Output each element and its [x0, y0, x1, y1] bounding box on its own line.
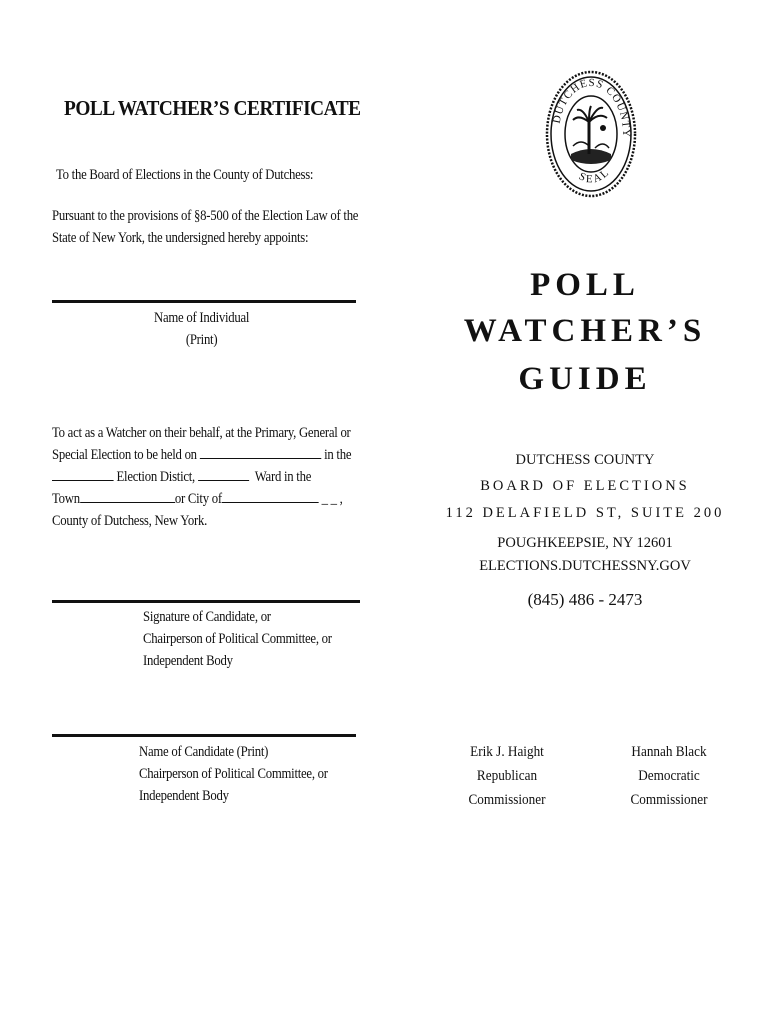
watcher-line-3a: Election Distict, [116, 469, 195, 485]
seal-icon [545, 70, 637, 198]
watcher-paragraph [52, 422, 351, 532]
watcher-line-4b: or City of [174, 491, 222, 507]
name-label-line-1: Name of Individual [154, 310, 250, 326]
watcher-line-4c: _ _ , [321, 491, 343, 507]
candidate-label-line-3: Independent Body [139, 788, 229, 804]
county-seal [545, 70, 637, 198]
guide-title-line-2: GUIDE [518, 361, 652, 397]
commissioner-name: Erik J. Haight [470, 744, 544, 760]
ward-blank [198, 468, 249, 481]
website: ELECTIONS.DUTCHESSNY.GOV [479, 558, 691, 574]
name-signature-line [52, 300, 356, 303]
commissioner-democratic [621, 740, 718, 812]
watcher-line-2a: Special Election to be held on [52, 447, 197, 463]
name-label [52, 307, 351, 351]
candidate-label-line-2: Chairperson of Political Committee, or [139, 766, 328, 782]
watcher-line-4a: Town [52, 491, 80, 507]
candidate-label [139, 741, 328, 807]
svg-text:SEAL [577, 166, 612, 185]
commissioner-name: Hannah Black [631, 744, 707, 760]
signature-label-line-1: Signature of Candidate, or [143, 609, 271, 625]
certificate-title: POLL WATCHER’S CERTIFICATE [64, 96, 361, 120]
seal-text-bottom: SEAL [577, 165, 613, 186]
org-line-1: DUTCHESS COUNTY [515, 452, 655, 468]
commissioner-party: Republican [476, 768, 538, 784]
watcher-line-3b: Ward in the [254, 469, 312, 485]
watcher-line-4 [52, 488, 351, 510]
guide-title-line-1: POLL WATCHER’S [463, 267, 707, 349]
watcher-line-5: County of Dutchess, New York. [52, 513, 208, 529]
commissioner-republican [459, 740, 556, 812]
signature-label-line-3: Independent Body [143, 653, 233, 669]
candidate-name-line [52, 734, 356, 737]
salutation: To the Board of Elections in the County of Dutchess: [56, 167, 314, 183]
commissioner-title: Commissioner [468, 792, 546, 808]
commissioner-title: Commissioner [630, 792, 708, 808]
org-line-2: BOARD OF ELECTIONS [480, 478, 690, 494]
town-blank [80, 490, 175, 503]
candidate-label-line-1: Name of Candidate (Print) [139, 744, 269, 760]
city: POUGHKEEPSIE, NY 12601 [497, 535, 673, 551]
name-label-line-2: (Print) [185, 332, 218, 348]
pursuant-line-1: Pursuant to the provisions of §8-500 of the Election Law of the [52, 208, 359, 224]
seal-text-top: DUTCHESS COUNTY [550, 76, 633, 139]
city-blank [222, 490, 319, 503]
district-blank [52, 468, 114, 481]
election-date-blank [200, 446, 321, 459]
watcher-line-3 [52, 466, 351, 488]
candidate-signature-line [52, 600, 360, 603]
watcher-line-1: To act as a Watcher on their behalf, at the Primary, General or [52, 425, 351, 441]
pursuant-line-2: State of New York, the undersigned hereby appoints: [52, 230, 309, 246]
signature-label-line-2: Chairperson of Political Committee, or [143, 631, 332, 647]
guide-title [430, 262, 740, 402]
signature-label [143, 606, 332, 672]
address: 112 DELAFIELD ST, SUITE 200 [445, 505, 725, 521]
watcher-line-2b: in the [324, 447, 352, 463]
phone: (845) 486 - 2473 [527, 590, 643, 609]
commissioner-party: Democratic [638, 768, 700, 784]
watcher-line-2 [52, 444, 351, 466]
